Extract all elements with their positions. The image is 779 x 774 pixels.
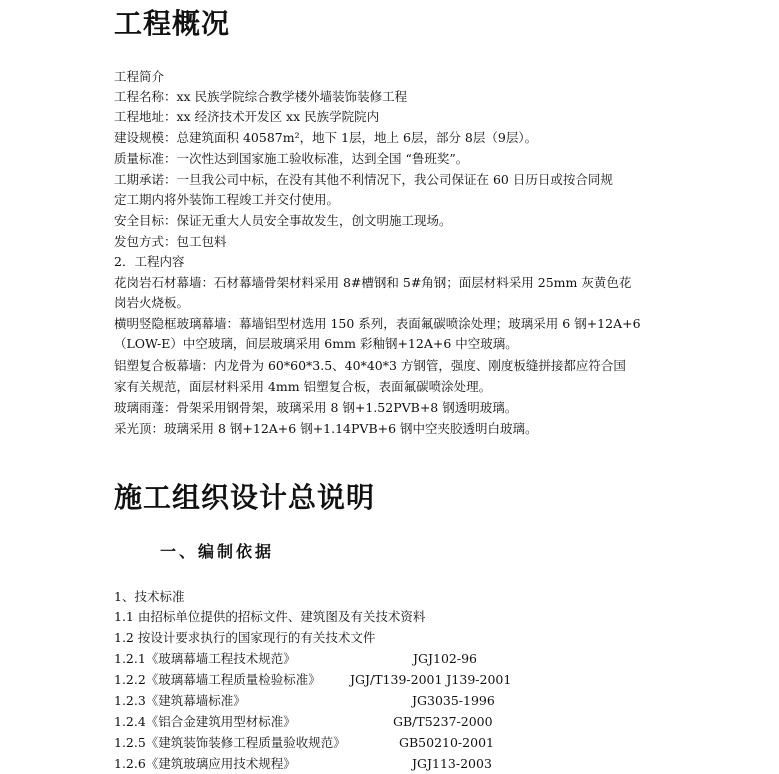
overview-line: 工期承诺：一旦我公司中标，在没有其他不利情况下，我公司保证在 60 日历日或按合同规 [114,172,613,187]
overview-line: 建设规模：总建筑面积 40587m²，地下 1层，地上 6层，部分 8层（9层）。 [114,130,538,145]
reference-code: JGJ/T139-2001 J139-2001 [350,672,512,687]
overview-line: 发包方式：包工包料 [114,234,227,249]
overview-line: 安全目标：保证无重大人员安全事故发生，创文明施工现场。 [114,213,452,228]
section-title-construction-design: 施工组织设计总说明 [114,481,376,514]
reference-title: 1.2.6《建筑玻璃应用技术规程》 [114,756,296,771]
overview-line: 横明竖隐框玻璃幕墙：幕墙铝型材选用 150 系列，表面氟碳喷涂处理；玻璃采用 6 钢+12A+6 [114,316,641,331]
reference-title: 1.2.5《建筑装饰装修工程质量验收规范》 [114,735,346,750]
reference-title: 1.2.3《建筑幕墙标准》 [114,693,246,708]
overview-line: 定工期内将外装饰工程竣工并交付使用。 [114,192,340,207]
overview-line: 2．工程内容 [114,254,185,269]
reference-code: GB50210-2001 [399,735,494,750]
subsection-title-basis: 一、编制依据 [160,542,275,561]
overview-line: 工程简介 [114,69,165,84]
reference-title: 1.2.4《铝合金建筑用型材标准》 [114,714,296,729]
reference-code: JGJ113-2003 [412,756,492,771]
overview-line: 岗岩火烧板。 [114,295,190,310]
overview-line: 质量标准：一次性达到国家施工验收标准，达到全国 “鲁班奖”。 [114,151,469,166]
overview-line: （LOW-E）中空玻璃，间层玻璃采用 6mm 彩釉钢+12A+6 中空玻璃。 [114,336,518,351]
reference-title: 1.2.2《玻璃幕墙工程质量检验标准》 [114,672,321,687]
section-title-project-overview: 工程概况 [114,7,231,40]
overview-line: 工程地址：xx 经济技术开发区 xx 民族学院院内 [114,109,380,124]
overview-line: 家有关规范，面层材料采用 4mm 铝塑复合板，表面氟碳喷涂处理。 [114,379,492,394]
basis-line: 1.2 按设计要求执行的国家现行的有关技术文件 [114,630,376,645]
basis-line: 1.1 由招标单位提供的招标文件、建筑图及有关技术资料 [114,609,426,624]
overview-line: 铝塑复合板幕墙：内龙骨为 60*60*3.5、40*40*3 方钢管，强度、刚度板缝拼接都应符合国 [114,358,626,373]
overview-line: 工程名称：xx 民族学院综合教学楼外墙装饰装修工程 [114,89,408,104]
overview-line: 玻璃雨蓬：骨架采用钢骨架，玻璃采用 8 钢+1.52PVB+8 钢透明玻璃。 [114,400,518,415]
reference-code: JG3035-1996 [412,693,495,708]
reference-code: JGJ102-96 [413,651,477,666]
overview-line: 花岗岩石材幕墙：石材幕墙骨架材料采用 8#槽钢和 5#角钢；面层材料采用 25mm 灰黄色花 [114,275,632,290]
overview-line: 采光顶：玻璃采用 8 钢+12A+6 钢+1.14PVB+6 钢中空夹胶透明白玻璃。 [114,421,538,436]
reference-title: 1.2.1《玻璃幕墙工程技术规范》 [114,651,296,666]
reference-code: GB/T5237-2000 [393,714,493,729]
basis-line: 1、技术标准 [114,589,185,604]
